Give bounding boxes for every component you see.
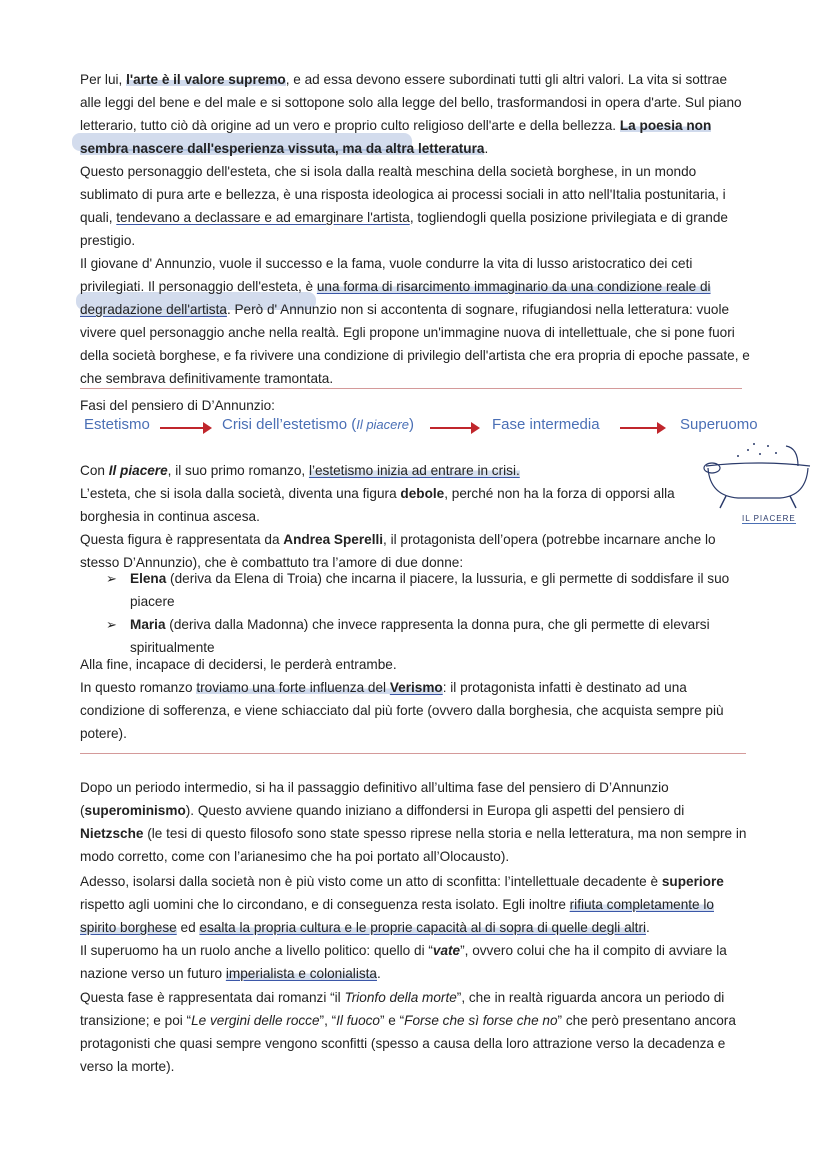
paragraph-text: Questa fase è rappresentata dai romanzi “il Trionfo della morte”, che in realtà riguarda ancora un periodo di transizione; e poi “Le vergini delle rocce”, “Il fuoco” e “Forse che sì forse che no” che però presentano ancora protagonisti che quasi sempre vengono sconfitti (spesso a causa della loro attrazione verso la decadenza e verso la morte). xyxy=(80,990,736,1074)
bathtub-sketch xyxy=(698,438,818,533)
paragraph-text: Alla fine, incapace di decidersi, le perderà entrambe. xyxy=(80,657,397,672)
bullet-list xyxy=(80,567,750,659)
phase-crisi: Crisi dell’estetismo (Il piacere) xyxy=(222,416,414,433)
paragraph-esteta xyxy=(80,160,750,390)
phases-title: Fasi del pensiero di D’Annunzio: xyxy=(80,398,275,413)
paragraph-superiore xyxy=(80,870,748,985)
paragraph-text: Per lui, l'arte è il valore supremo, e ad essa devono essere subordinati tutti gli altri valori. La vita si sottrae alle leggi del bene e del male e si sottopone solo alla legge del bello, trasformandosi in opera d'arte. Sul piano letterario, tutto ciò dà origine ad un vero e proprio culto religioso dell'arte e della bellezza. La poesia non sembra nascere dall'esperienza vissuta, ma da altra letteratura. xyxy=(80,72,742,156)
sketch-label: IL PIACERE xyxy=(742,514,796,523)
phases-row xyxy=(80,416,770,442)
paragraph-text: Il superuomo ha un ruolo anche a livello politico: quello di “vate”, ovvero colui che ha il compito di avviare la nazione verso un futuro imperialista e colonialista. xyxy=(80,943,727,981)
paragraph-text: Adesso, isolarsi dalla società non è più visto come un atto di sconfitta: l’intellettuale decadente è superiore rispetto agli uomini che lo circondano, e di conseguenza resta isolato. Egli inoltre rifiuta completamente lo spirito borghese ed esalta la propria cultura e le proprie capacità al di sopra di quelle degli altri. xyxy=(80,874,724,935)
paragraph-superominismo xyxy=(80,776,748,868)
paragraph-romanzi xyxy=(80,986,748,1078)
paragraph-piacere xyxy=(80,459,716,574)
section-divider xyxy=(80,753,746,754)
paragraph-text: Il giovane d' Annunzio, vuole il successo e la fama, vuole condurre la vita di lusso aristocratico dei ceti privilegiati. Il personaggio dell'esteta, è una forma di risarcimento immaginario da una condizione reale di degradazione dell'artista. Però d' Annunzio non si accontenta di sognare, rifugiandosi nella letteratura: vuole vivere quel personaggio anche nella realtà. Egli propone un'immagine nuova di intellettuale, che si pone fuori della società borghese, e fa rivivere una condizione di privilegio dell'artista che era propria di epoche passate, e che sembrava definitivamente tramontata. xyxy=(80,256,750,386)
paragraph-text: Questa figura è rappresentata da Andrea Sperelli, il protagonista dell’opera (potrebbe incarnare anche lo stesso D’Annunzio), che è combattuto tra l’amore di due donne: xyxy=(80,532,716,570)
section-divider xyxy=(80,388,742,389)
paragraph-text: Con Il piacere, il suo primo romanzo, l’estetismo inizia ad entrare in crisi. xyxy=(80,463,520,478)
paragraph-text: Dopo un periodo intermedio, si ha il passaggio definitivo all’ultima fase del pensiero di D’Annunzio (superominismo). Questo avviene quando iniziano a diffondersi in Europa gli aspetti del pensiero di Nietzsche (le tesi di questo filosofo sono state spesso riprese nella storia e nella letteratura, ma non sempre in modo corretto, come con l’arianesimo che ha poi portato all’Olocausto). xyxy=(80,780,747,864)
paragraph-text: Questo personaggio dell'esteta, che si isola dalla realtà meschina della società borghese, in un mondo sublimato di pura arte e bellezza, è una risposta ideologica ai processi sociali in atto nell'Italia postunitaria, i quali, tendevano a declassare e ad emarginare l'artista, togliendogli quella posizione privilegiata e di grande prestigio. xyxy=(80,164,728,248)
arrow-icon xyxy=(620,427,664,429)
list-item: ➢ Maria (deriva dalla Madonna) che invece rappresenta la donna pura, che gli permette di elevarsi spiritualmente xyxy=(80,613,750,659)
paragraph-verismo xyxy=(80,653,750,745)
paragraph-text: L’esteta, che si isola dalla società, diventa una figura debole, perché non ha la forza di opporsi alla borghesia in continua ascesa. xyxy=(80,486,675,524)
phase-superuomo: Superuomo xyxy=(680,416,758,433)
arrow-icon xyxy=(160,427,210,429)
phase-estetismo: Estetismo xyxy=(84,416,150,433)
arrow-icon xyxy=(430,427,478,429)
list-item: ➢ Elena (deriva da Elena di Troia) che incarna il piacere, la lussuria, e gli permette di soddisfare il suo piacere xyxy=(80,567,750,613)
paragraph-text: In questo romanzo troviamo una forte influenza del Verismo: il protagonista infatti è destinato ad una condizione di sofferenza, e viene schiacciato dal più forte (ovvero dalla borghesia, che acquista sempre più potere). xyxy=(80,680,724,741)
paragraph-arte xyxy=(80,68,750,160)
phase-intermedia: Fase intermedia xyxy=(492,416,600,433)
